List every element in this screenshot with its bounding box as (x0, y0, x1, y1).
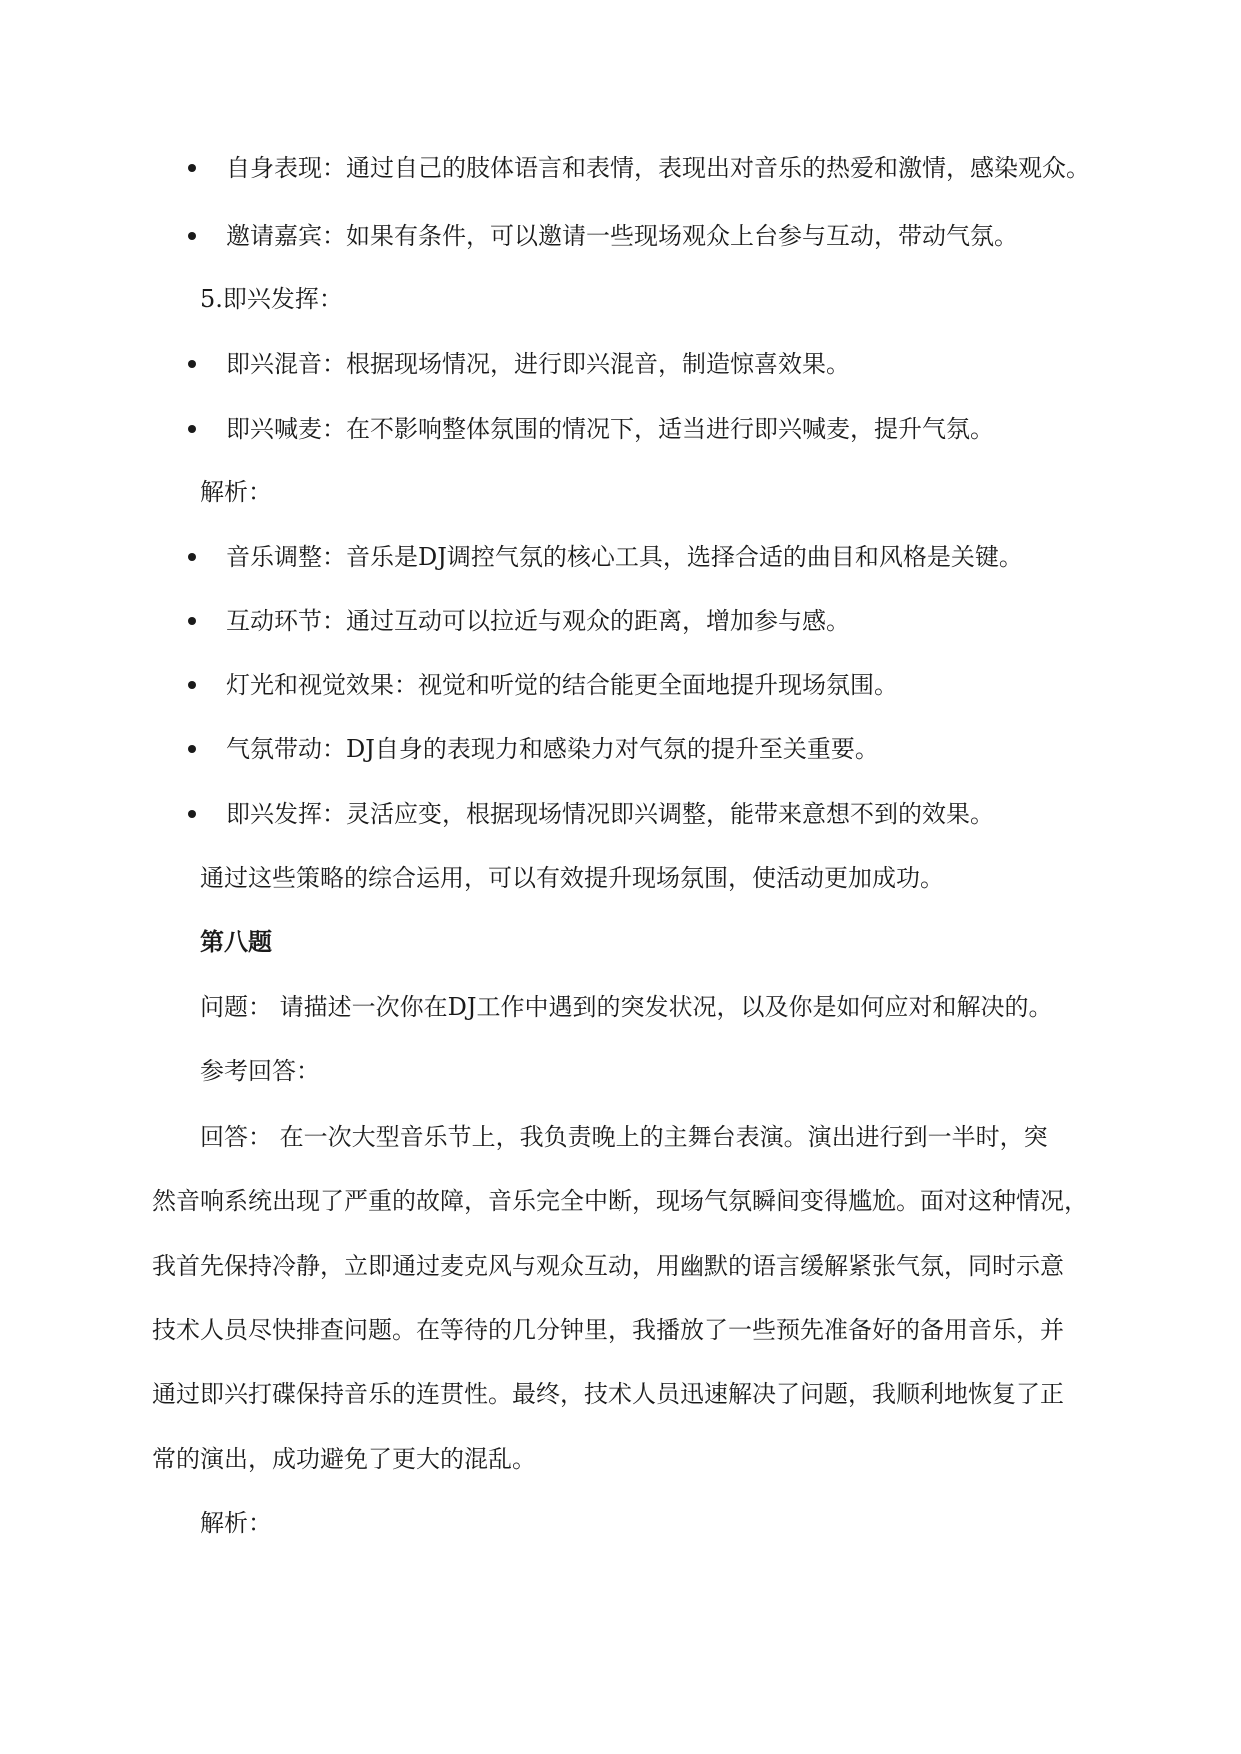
list-item: 邀请嘉宾：如果有条件，可以邀请一些现场观众上台参与互动，带动气氛。 (226, 222, 1018, 250)
reference-answer-label: 参考回答： (200, 1057, 320, 1085)
bullet-icon (188, 360, 196, 368)
answer-line: 常的演出，成功避免了更大的混乱。 (152, 1445, 536, 1473)
list-item: 气氛带动：DJ自身的表现力和感染力对气氛的提升至关重要。 (226, 735, 879, 763)
answer-line: 回答： 在一次大型音乐节上，我负责晚上的主舞台表演。演出进行到一半时，突 (200, 1123, 1048, 1151)
answer-line: 我首先保持冷静，立即通过麦克风与观众互动，用幽默的语言缓解紧张气氛，同时示意 (152, 1252, 1064, 1280)
bullet-icon (188, 681, 196, 689)
bullet-icon (188, 617, 196, 625)
bullet-icon (188, 164, 196, 172)
question-text: 问题： 请描述一次你在DJ工作中遇到的突发状况，以及你是如何应对和解决的。 (200, 993, 1053, 1021)
bullet-icon (188, 553, 196, 561)
list-item: 音乐调整：音乐是DJ调控气氛的核心工具，选择合适的曲目和风格是关键。 (226, 543, 1023, 571)
analysis-label: 解析： (200, 478, 272, 506)
answer-line: 然音响系统出现了严重的故障，音乐完全中断，现场气氛瞬间变得尴尬。面对这种情况， (152, 1187, 1088, 1215)
list-item: 即兴喊麦：在不影响整体氛围的情况下，适当进行即兴喊麦，提升气氛。 (226, 415, 994, 443)
list-item: 即兴发挥：灵活应变，根据现场情况即兴调整，能带来意想不到的效果。 (226, 800, 994, 828)
answer-line: 技术人员尽快排查问题。在等待的几分钟里，我播放了一些预先准备好的备用音乐，并 (152, 1316, 1064, 1344)
bullet-icon (188, 810, 196, 818)
list-item: 即兴混音：根据现场情况，进行即兴混音，制造惊喜效果。 (226, 350, 850, 378)
list-item: 互动环节：通过互动可以拉近与观众的距离，增加参与感。 (226, 607, 850, 635)
bullet-icon (188, 425, 196, 433)
bullet-icon (188, 232, 196, 240)
analysis-label: 解析： (200, 1509, 272, 1537)
summary-paragraph: 通过这些策略的综合运用，可以有效提升现场氛围，使活动更加成功。 (200, 864, 944, 892)
list-item: 灯光和视觉效果：视觉和听觉的结合能更全面地提升现场氛围。 (226, 671, 898, 699)
bullet-icon (188, 745, 196, 753)
question-heading: 第八题 (200, 927, 272, 956)
list-item: 自身表现：通过自己的肢体语言和表情，表现出对音乐的热爱和激情，感染观众。 (226, 154, 1090, 182)
section-title: 5.即兴发挥： (200, 285, 343, 313)
answer-line: 通过即兴打碟保持音乐的连贯性。最终，技术人员迅速解决了问题，我顺利地恢复了正 (152, 1380, 1064, 1408)
